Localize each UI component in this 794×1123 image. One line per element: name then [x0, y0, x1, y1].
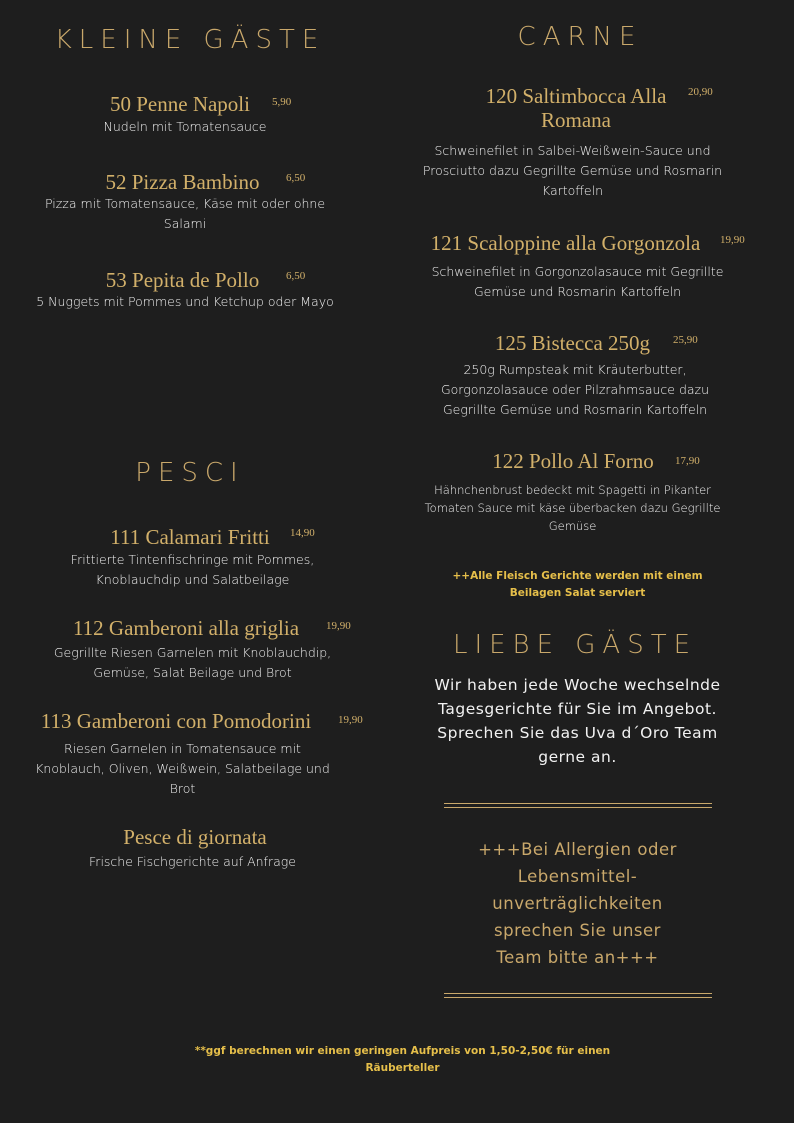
menu-item-title: 50 Penne Napoli	[110, 92, 250, 116]
menu-item-title: 122 Pollo Al Forno	[492, 449, 654, 473]
weekly-specials-text: Wir haben jede Woche wechselnde Tagesgerichte für Sie im Angebot. Sprechen Sie das Uva d´Oro Team gerne an.	[434, 676, 721, 766]
menu-item-title: 120 Saltimbocca Alla Romana	[485, 84, 667, 132]
divider-top	[444, 803, 712, 808]
menu-item-description: 5 Nuggets mit Pommes und Ketchup oder Mayo	[36, 294, 334, 309]
menu-item-title: 125 Bistecca 250g	[494, 331, 651, 355]
menu-item-description: Schweinefilet in Gorgonzolasauce mit Gegrillte Gemüse und Rosmarin Kartoffeln	[431, 264, 724, 299]
menu-item-price: 6,50	[286, 172, 306, 184]
menu-item-price: 19,90	[338, 714, 363, 726]
heading-pesci: PESCI	[135, 458, 245, 488]
meat-note: ++Alle Fleisch Gerichte werden mit einem Beilagen Salat serviert	[452, 570, 703, 599]
menu-item-title: 52 Pizza Bambino	[105, 170, 260, 194]
menu-item-description: Riesen Garnelen in Tomatensauce mit Knoblauch, Oliven, Weißwein, Salatbeilage und Brot	[35, 741, 330, 796]
menu-item-description: Frische Fischgerichte auf Anfrage	[89, 854, 296, 869]
menu-item-price: 19,90	[326, 620, 351, 632]
menu-item-title: 111 Calamari Fritti	[110, 525, 270, 549]
menu-item-title: 112 Gamberoni alla griglia	[72, 616, 300, 640]
heading-carne: CARNE	[517, 22, 643, 52]
menu-item-title: Pesce di giornata	[123, 825, 267, 849]
footer-note: **ggf berechnen wir einen geringen Aufpreis von 1,50-2,50€ für einen Räuberteller	[194, 1045, 611, 1074]
menu-item-price: 19,90	[720, 234, 745, 246]
allergy-notice: +++Bei Allergien oder Lebensmittel-unverträglichkeiten sprechen Sie unser Team bitte an+++	[478, 840, 677, 967]
menu-item-price: 6,50	[286, 270, 306, 282]
menu-item-description: Nudeln mit Tomatensauce	[103, 119, 267, 134]
menu-item-price: 17,90	[675, 455, 700, 467]
menu-item-price: 25,90	[673, 334, 698, 346]
menu-item-price: 5,90	[272, 96, 292, 108]
menu-item-description: Pizza mit Tomatensauce, Käse mit oder ohne Salami	[44, 196, 326, 231]
menu-item-description: Frittierte Tintenfischringe mit Pommes, Knoblauchdip und Salatbeilage	[70, 552, 315, 587]
menu-item-description: Gegrillte Riesen Garnelen mit Knoblauchdip, Gemüse, Salat Beilage und Brot	[53, 645, 332, 680]
menu-item-price: 14,90	[290, 527, 315, 539]
menu-item-title: 113 Gamberoni con Pomodorini	[40, 709, 312, 733]
menu-item-title: 53 Pepita de Pollo	[105, 268, 260, 292]
heading-kleine-gaeste: KLEINE GÄSTE	[54, 25, 326, 55]
divider-bottom	[444, 993, 712, 998]
menu-item-price: 20,90	[688, 86, 713, 98]
menu-item-description: 250g Rumpsteak mit Kräuterbutter, Gorgonzolasauce oder Pilzrahmsauce dazu Gegrillte Gemüse und Rosmarin Kartoffeln	[440, 362, 710, 417]
menu-item-description: Hähnchenbrust bedeckt mit Spagetti in Pikanter Tomaten Sauce mit käse überbacken dazu Gegrillte Gemüse	[424, 483, 721, 533]
menu-item-title: 121 Scaloppine alla Gorgonzola	[430, 231, 701, 255]
heading-liebe-gaeste: LIEBE GÄSTE	[452, 630, 698, 660]
menu-item-description: Schweinefilet in Salbei-Weißwein-Sauce und Prosciutto dazu Gegrillte Gemüse und Rosmarin Kartoffeln	[422, 143, 723, 198]
